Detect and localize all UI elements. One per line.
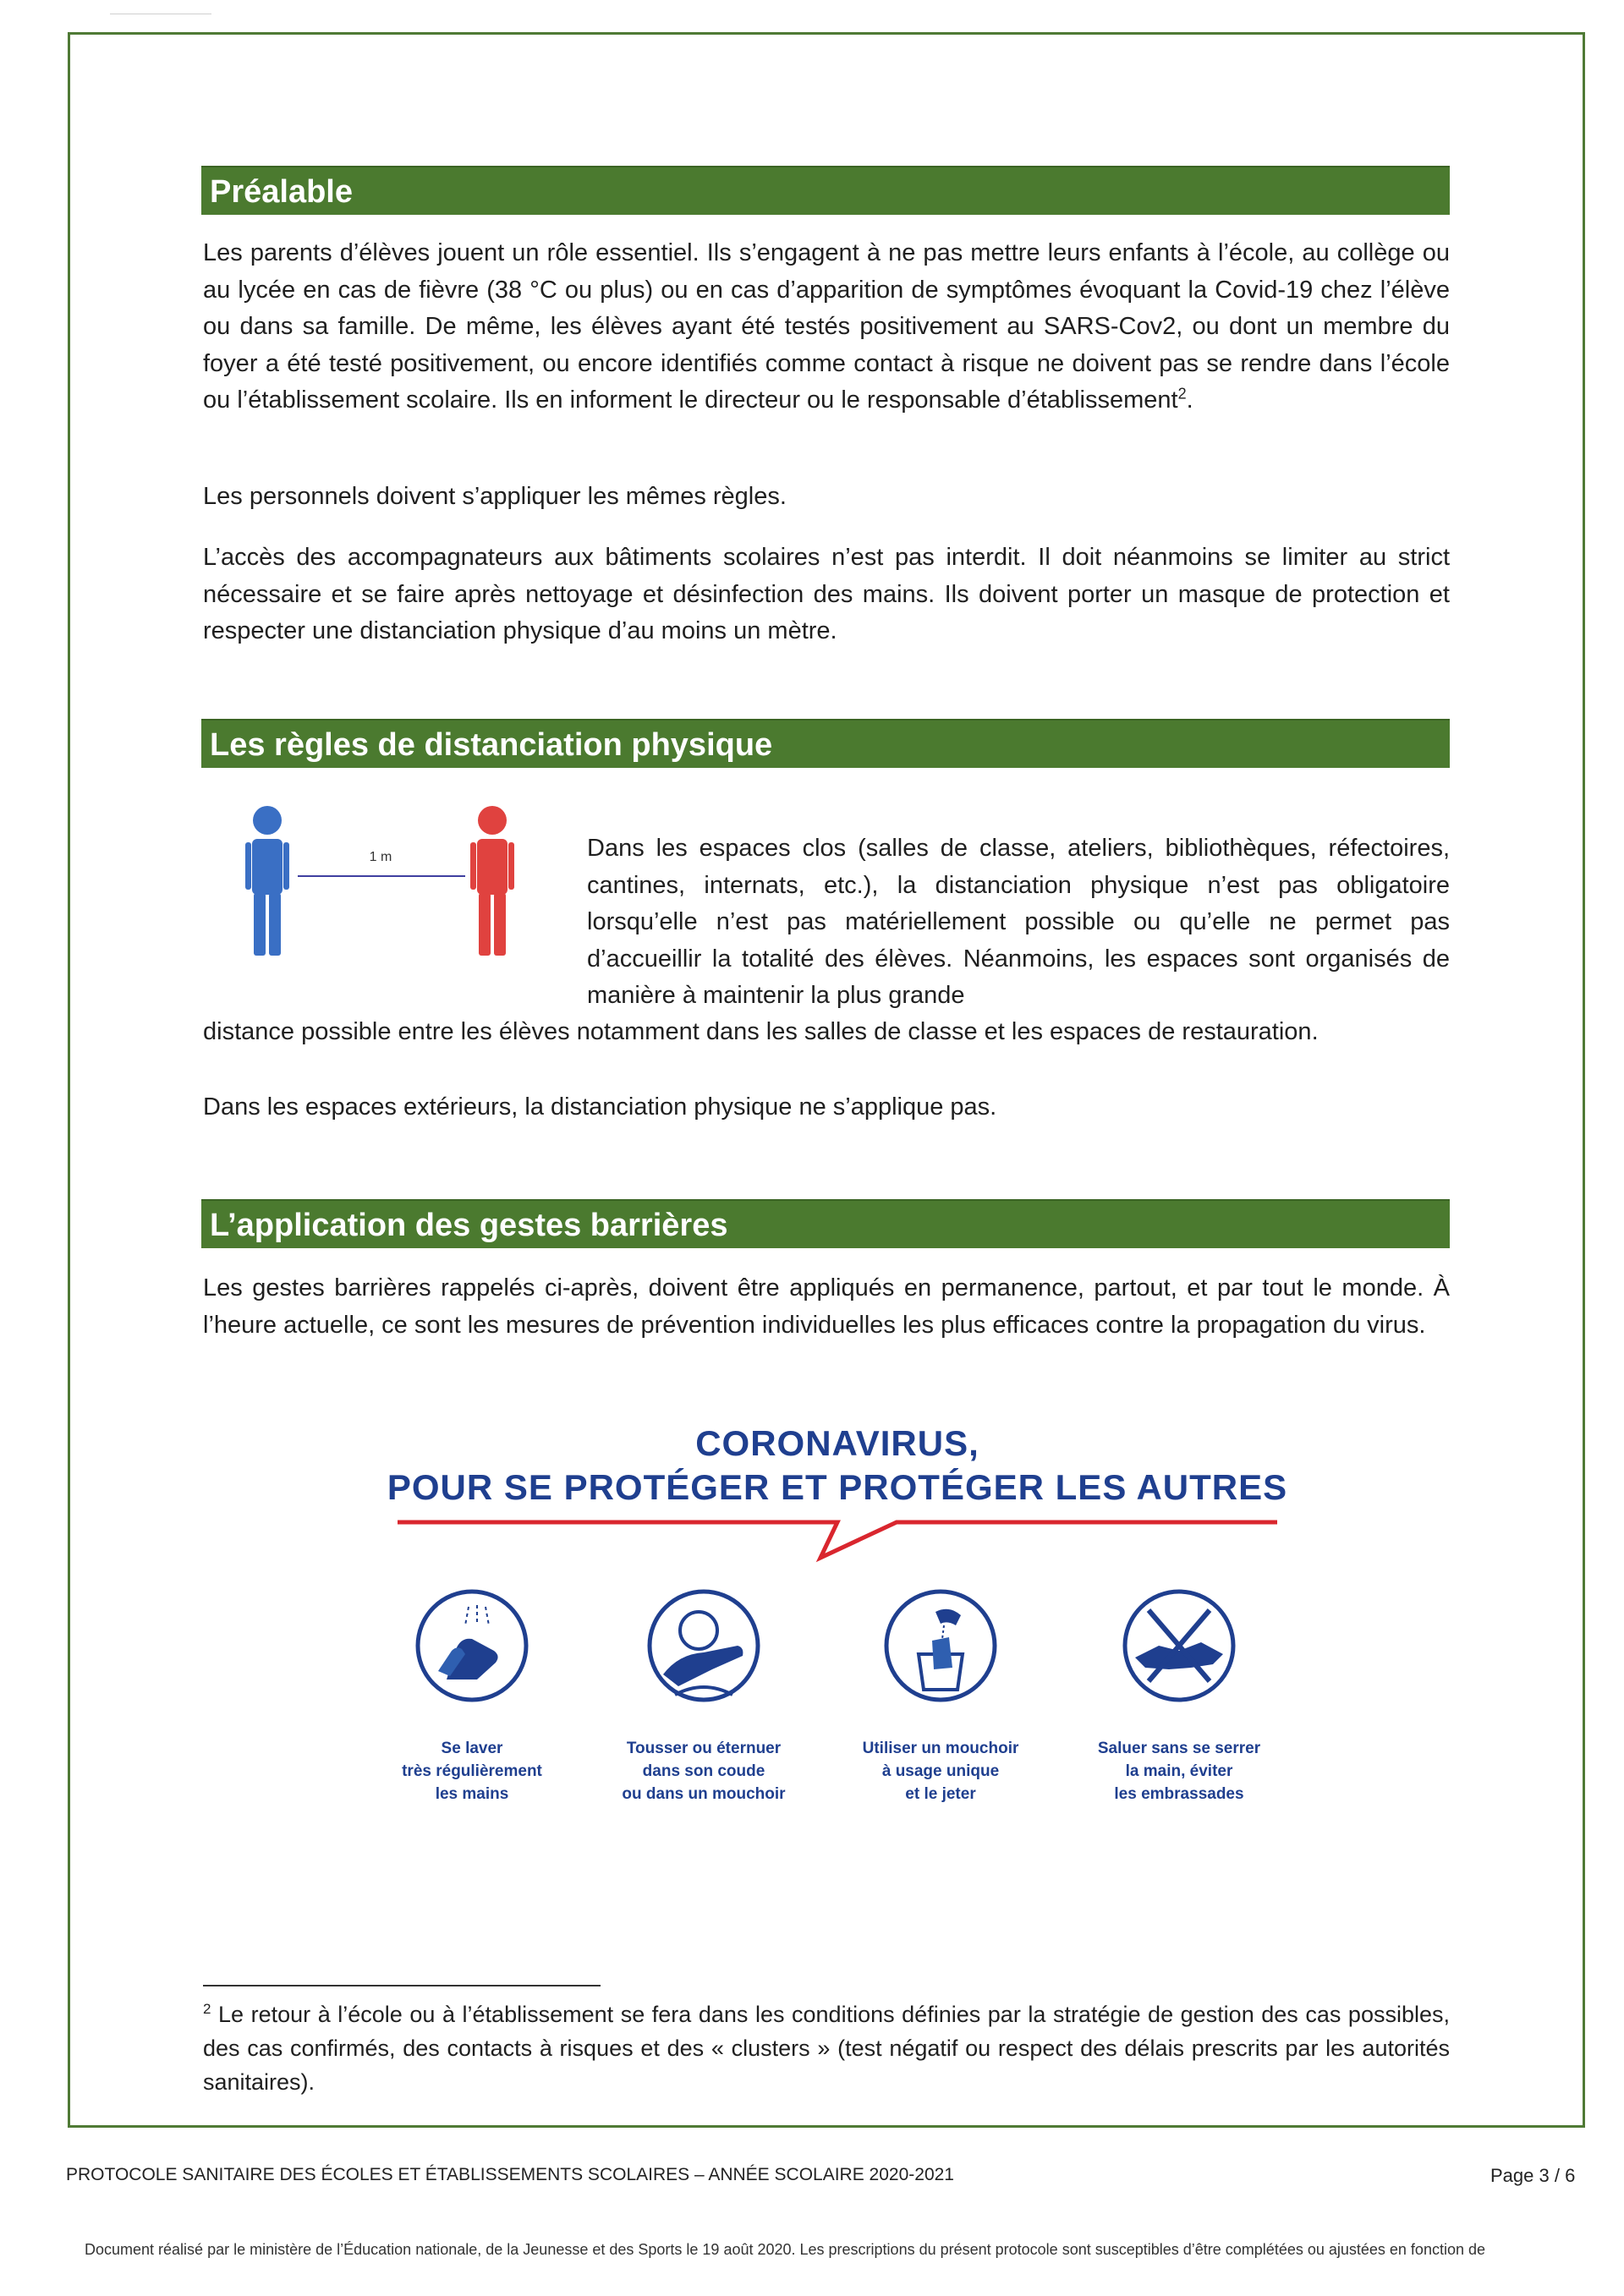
- tissue-icon: [881, 1586, 1000, 1705]
- gesture-label-line: et le jeter: [905, 1785, 976, 1803]
- gesture-label-tissue: [839, 1737, 1042, 1806]
- no-handshake-icon: [1120, 1586, 1238, 1705]
- prealable-paragraph-1: [203, 235, 1450, 419]
- prealable-paragraph-1-end: .: [1186, 386, 1193, 414]
- footnote-separator: [203, 1985, 601, 1986]
- section-title-prealable: Préalable: [201, 166, 1450, 215]
- scan-artifact: [110, 14, 211, 19]
- poster-speech-line: [398, 1515, 1277, 1566]
- gesture-label-cough: [602, 1737, 805, 1806]
- page-number: Page 3 / 6: [1490, 2165, 1576, 2186]
- distance-label: 1 m: [369, 850, 392, 864]
- gesture-label-line: Utiliser un mouchoir: [862, 1740, 1019, 1757]
- gesture-label-line: à usage unique: [881, 1762, 1000, 1780]
- section-title-distanciation: Les règles de distanciation physique: [201, 719, 1450, 768]
- coronavirus-poster: [364, 1404, 1311, 1844]
- gesture-label-line: la main, éviter: [1125, 1762, 1233, 1780]
- gesture-label-line: très régulièrement: [402, 1762, 542, 1780]
- prealable-paragraph-1-text: Les parents d’élèves jouent un rôle essentiel. Ils s’engagent à ne pas mettre leurs enfants à l’école, au collège ou au lycée en cas de fièvre (38 °C ou plus) ou en cas d’apparition de symptômes évoquant la Covid-19 chez l’élève ou dans sa famille. De même, les élèves ayant été testés positivement au SARS-Cov2, ou dont un membre du foyer a été testé positivement, ou encore identifiés comme contact à risque ne doivent pas se rendre dans l’école ou l’établissement scolaire. Ils en informent le directeur ou le responsable d’établissement: [203, 239, 1450, 414]
- gesture-label-line: dans son coude: [642, 1762, 765, 1780]
- gesture-label-line: Se laver: [441, 1740, 503, 1757]
- prealable-paragraph-3: L’accès des accompagnateurs aux bâtiments scolaires n’est pas interdit. Il doit néanmoins se limiter au strict nécessaire et se faire après nettoyage et désinfection des mains. Ils doivent porter un masque de protection et respecter une distanciation physique d’au moins un mètre.: [203, 544, 1450, 644]
- distanciation-paragraph-1-wrapped: Dans les espaces clos (salles de classe, ateliers, bibliothèques, réfectoires, cantines, internats, etc.), la distanciation physique n’est pas obligatoire lorsqu’elle n’est pas matériellement possible ou qu’elle ne permet pas d’accueillir la totalité des élèves. Néanmoins, les espaces sont organisés de manière à maintenir la plus grande: [587, 835, 1450, 1009]
- gesture-label-line: ou dans un mouchoir: [622, 1785, 786, 1803]
- gestes-paragraph-1: Les gestes barrières rappelés ci-après, doivent être appliqués en permanence, partout, et par tout le monde. À l’heure actuelle, ce sont les mesures de prévention individuelles les plus efficaces contre la propagation du virus.: [203, 1274, 1450, 1339]
- person-blue-icon: [245, 806, 289, 956]
- footer-note: Document réalisé par le ministère de l’Éducation nationale, de la Jeunesse et des Sports le 19 août 2020. Les prescriptions du présent protocole sont susceptibles d’être complétées ou ajustées en fonction de: [85, 2241, 1485, 2258]
- footer-title: PROTOCOLE SANITAIRE DES ÉCOLES ET ÉTABLISSEMENTS SCOLAIRES – ANNÉE SCOLAIRE 2020-2021: [66, 2165, 954, 2184]
- distanciation-paragraph-2: Dans les espaces extérieurs, la distanciation physique ne s’applique pas.: [203, 1093, 997, 1121]
- gesture-label-line: Saluer sans se serrer: [1097, 1740, 1261, 1757]
- footnote: [203, 1997, 1450, 2099]
- poster-title-line-2: POUR SE PROTÉGER ET PROTÉGER LES AUTRES: [387, 1467, 1288, 1507]
- gesture-label-line: les mains: [435, 1785, 509, 1803]
- gesture-label-handwash: [370, 1737, 573, 1806]
- person-red-icon: [470, 806, 514, 956]
- handwash-icon: [413, 1586, 531, 1705]
- gesture-label-no-handshake: [1078, 1737, 1281, 1806]
- footnote-number: 2: [203, 2001, 211, 2017]
- gesture-label-line: Tousser ou éternuer: [626, 1740, 782, 1757]
- footnote-text: Le retour à l’école ou à l’établissement se fera dans les conditions définies par la stratégie de gestion des cas possibles, des cas confirmés, des contacts à risques et des « clusters » (test négatif ou respect des délais prescrits par les autorités sanitaires).: [203, 2002, 1450, 2095]
- elbow-cough-icon: [645, 1586, 763, 1705]
- poster-title-line-1: CORONAVIRUS,: [695, 1423, 979, 1463]
- footnote-ref: 2: [1177, 385, 1187, 403]
- prealable-paragraph-2: Les personnels doivent s’appliquer les mêmes règles.: [203, 483, 787, 510]
- section-title-gestes: L’application des gestes barrières: [201, 1199, 1450, 1248]
- gesture-label-line: les embrassades: [1114, 1785, 1244, 1803]
- distancing-figure: [237, 802, 524, 961]
- distanciation-paragraph-1-continued: distance possible entre les élèves notamment dans les salles de classe et les espaces de restauration.: [203, 1018, 1319, 1045]
